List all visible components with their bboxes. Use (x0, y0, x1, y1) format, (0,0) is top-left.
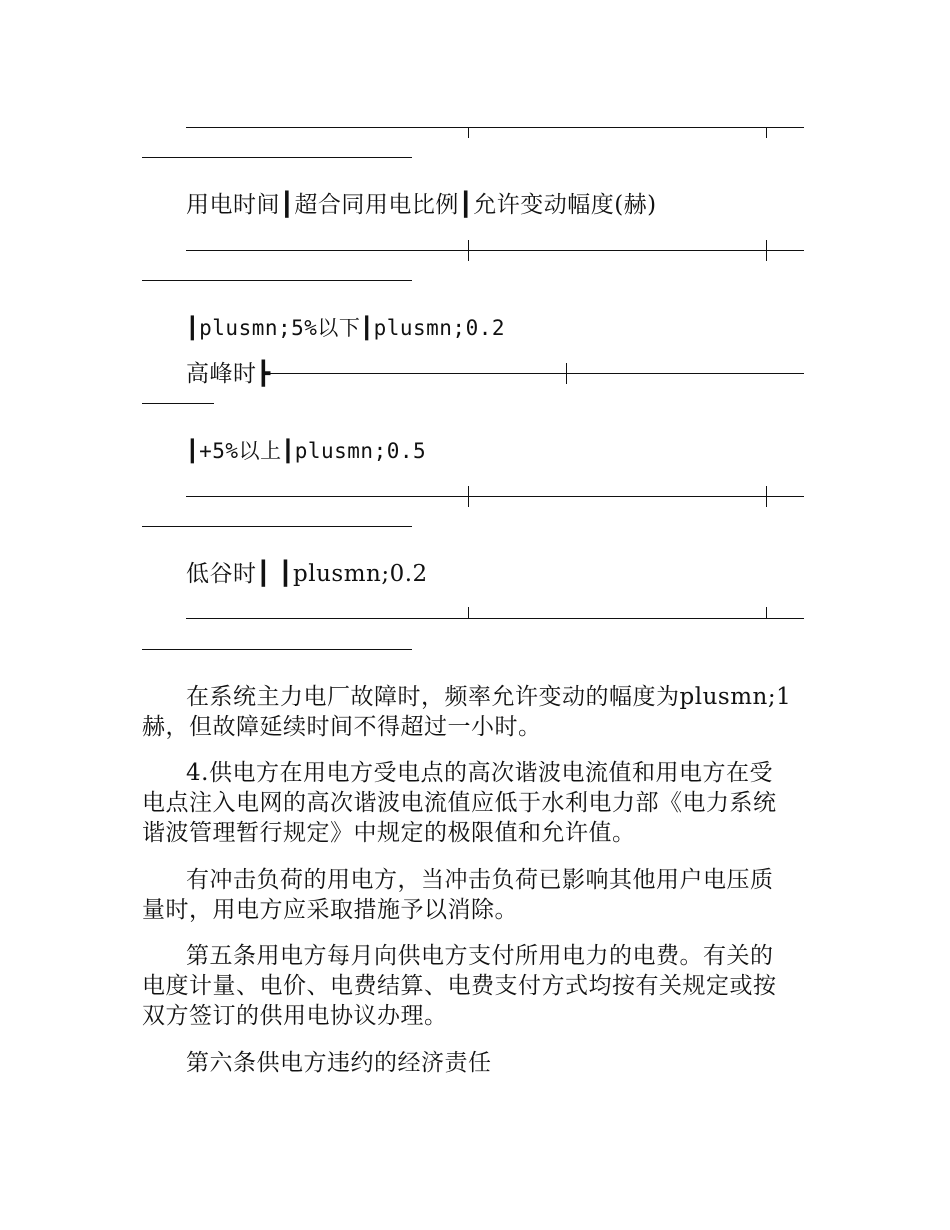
paragraph-line: 双方签订的供用电协议办理。 (142, 1003, 448, 1029)
table-rule-cross (468, 240, 469, 261)
table-label-peak: 高峰时┣ (186, 361, 271, 387)
table-rule-continuation (142, 157, 412, 158)
table-cell-peak-above5: ┃+5%以上┃plusmn;0.5 (186, 439, 427, 463)
paragraph-line: 电度计量、电价、电费结算、电费支付方式均按有关规定或按 (142, 973, 777, 999)
table-rule-cross (566, 363, 567, 384)
table-cell-peak-below5: ┃plusmn;5%以下┃plusmn;0.2 (186, 316, 506, 340)
table-rule (186, 127, 804, 128)
table-rule (186, 250, 804, 251)
table-rule-cross (766, 240, 767, 261)
paragraph-line: 4.供电方在用电方受电点的高次谐波电流值和用电方在受 (186, 760, 773, 786)
table-rule-continuation (142, 526, 412, 527)
table-rule-tick (468, 607, 469, 618)
table-rule-continuation (142, 403, 214, 404)
table-rule-cross (468, 486, 469, 507)
table-rule (186, 618, 804, 619)
paragraph-line: 在系统主力电厂故障时，频率允许变动的幅度为plusmn;1 (186, 684, 792, 710)
table-rule-tick (766, 127, 767, 138)
table-rule-continuation (142, 280, 412, 281)
paragraph-line: 电点注入电网的高次谐波电流值应低于水利电力部《电力系统 (142, 790, 777, 816)
paragraph-line: 有冲击负荷的用电方，当冲击负荷已影响其他用户电压质 (186, 867, 774, 893)
paragraph-line: 第五条用电方每月向供电方支付所用电力的电费。有关的 (186, 943, 774, 969)
paragraph-line: 赫，但故障延续时间不得超过一小时。 (142, 714, 542, 740)
table-rule-tick (468, 127, 469, 138)
table-rule-cross (766, 486, 767, 507)
paragraph-line: 谐波管理暂行规定》中规定的极限值和允许值。 (142, 820, 636, 846)
table-rule-continuation (142, 649, 412, 650)
section-heading: 第六条供电方违约的经济责任 (186, 1050, 492, 1076)
table-rule (186, 496, 804, 497)
table-row-valley: 低谷时┃ ┃plusmn;0.2 (186, 561, 428, 587)
table-header-row: 用电时间┃超合同用电比例┃允许变动幅度(赫) (186, 192, 657, 218)
table-rule-tick (766, 607, 767, 618)
paragraph-line: 量时，用电方应采取措施予以消除。 (142, 897, 518, 923)
table-inner-rule (270, 373, 804, 374)
